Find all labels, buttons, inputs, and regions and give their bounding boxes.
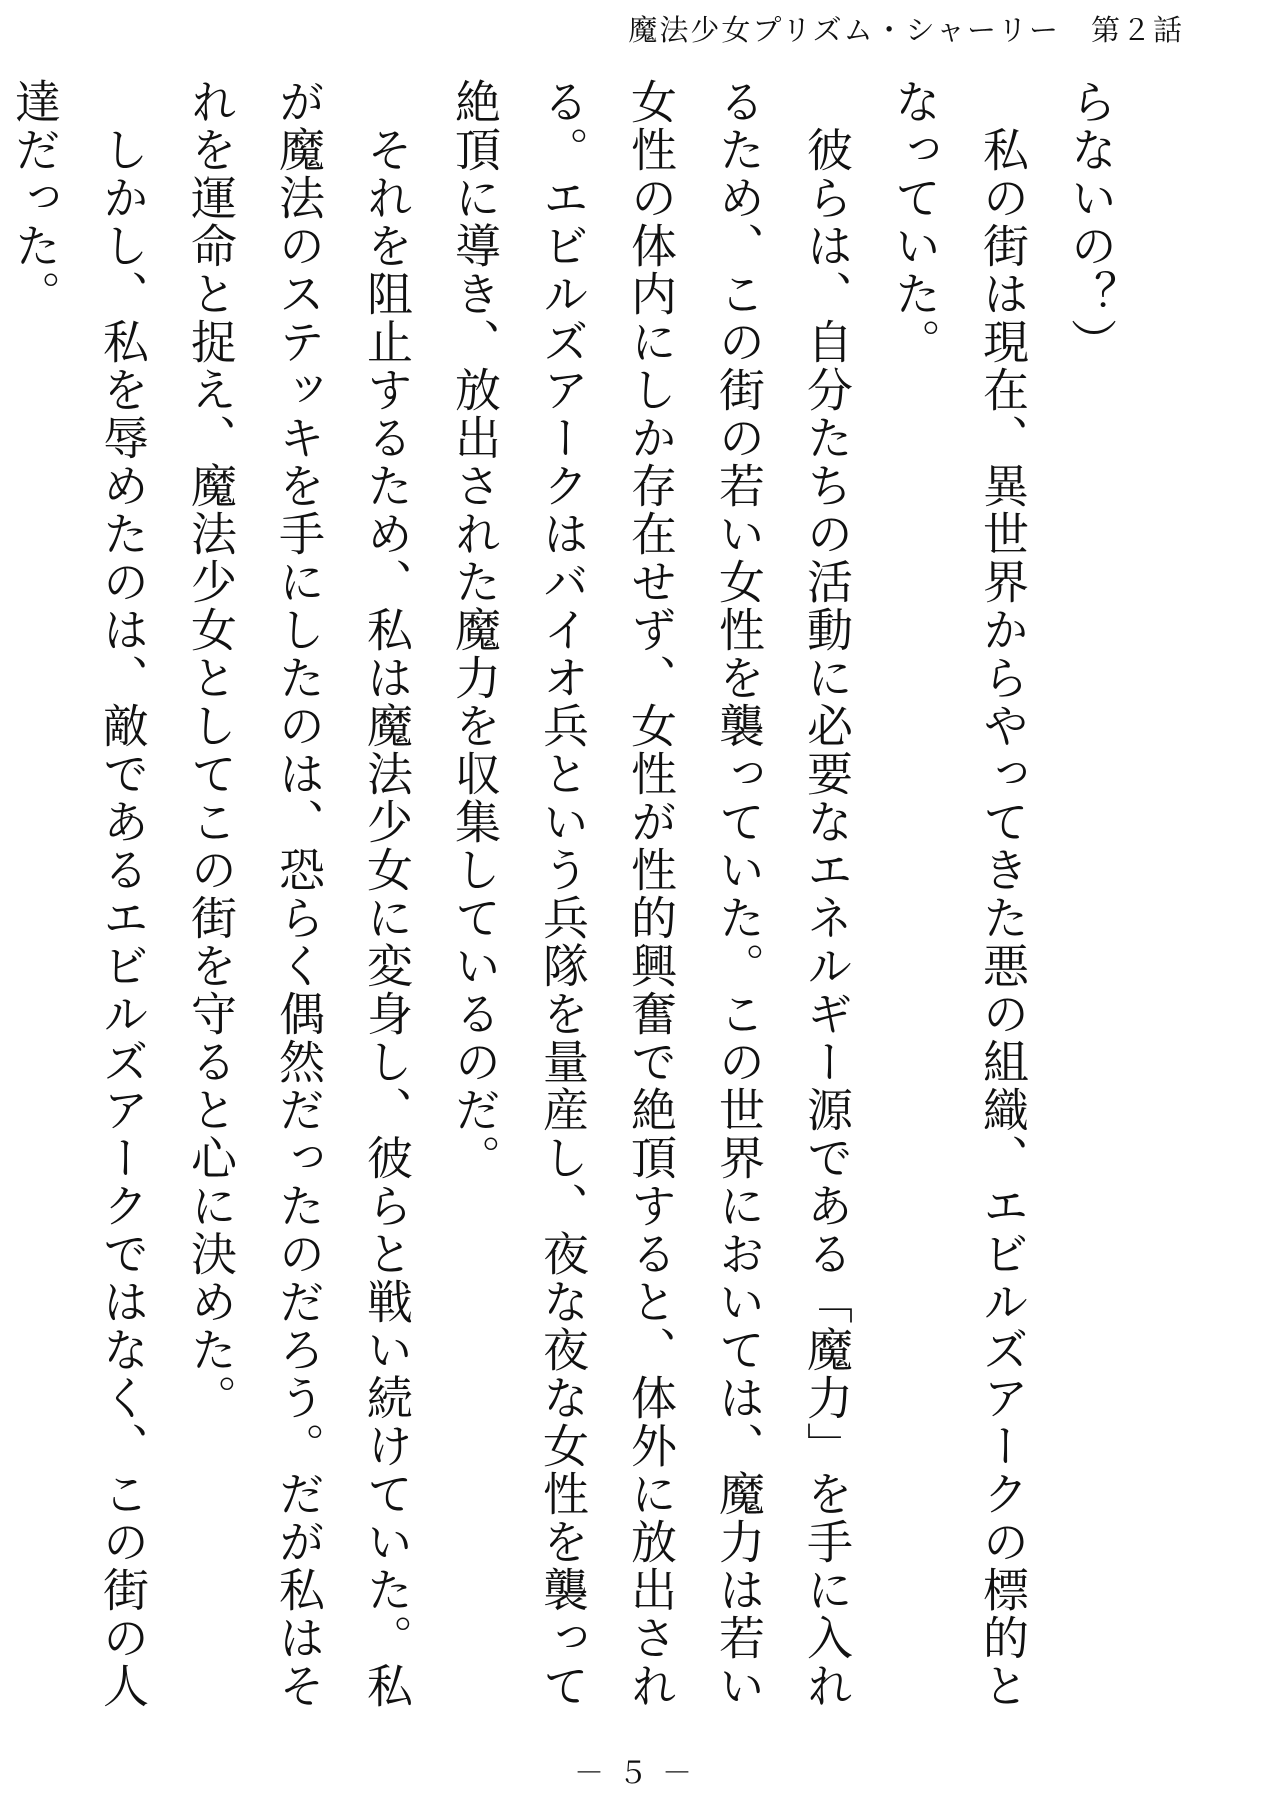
paragraph-city-targeted: 私の街は現在、異世界からやってきた悪の組織、エビルズアークの標的となっていた。	[888, 78, 1030, 1710]
paragraph-continuation: らないの？）	[1064, 78, 1118, 366]
page-number: －５－	[574, 1756, 706, 1791]
paragraph-magic-power: 彼らは、自分たちの活動に必要なエネルギー源である「魔力」を手に入れるため、この街の若い女性を襲っていた。この世界においては、魔力は若い女性の体内にしか存在せず、女性が性的興奮で絶頂すると、体外に放出される。エビルズアークはバイオ兵という兵隊を量産し、夜な夜な女性を襲って絶頂に導き、放出された魔力を収集しているのだ。	[448, 78, 854, 1710]
paragraph-magical-girl: それを阻止するため、私は魔法少女に変身し、彼らと戦い続けていた。私が魔法のステッキを手にしたのは、恐らく偶然だったのだろう。だが私はそれを運命と捉え、魔法少女としてこの街を守ると心に決めた。	[184, 78, 414, 1710]
running-header-title: 魔法少女プリズム・シャーリー 第２話	[628, 13, 1184, 47]
vertical-body-text	[0, 78, 1135, 1728]
paragraph-townspeople: しかし、私を辱めたのは、敵であるエビルズアークではなく、この街の人達だった。	[8, 78, 150, 1710]
